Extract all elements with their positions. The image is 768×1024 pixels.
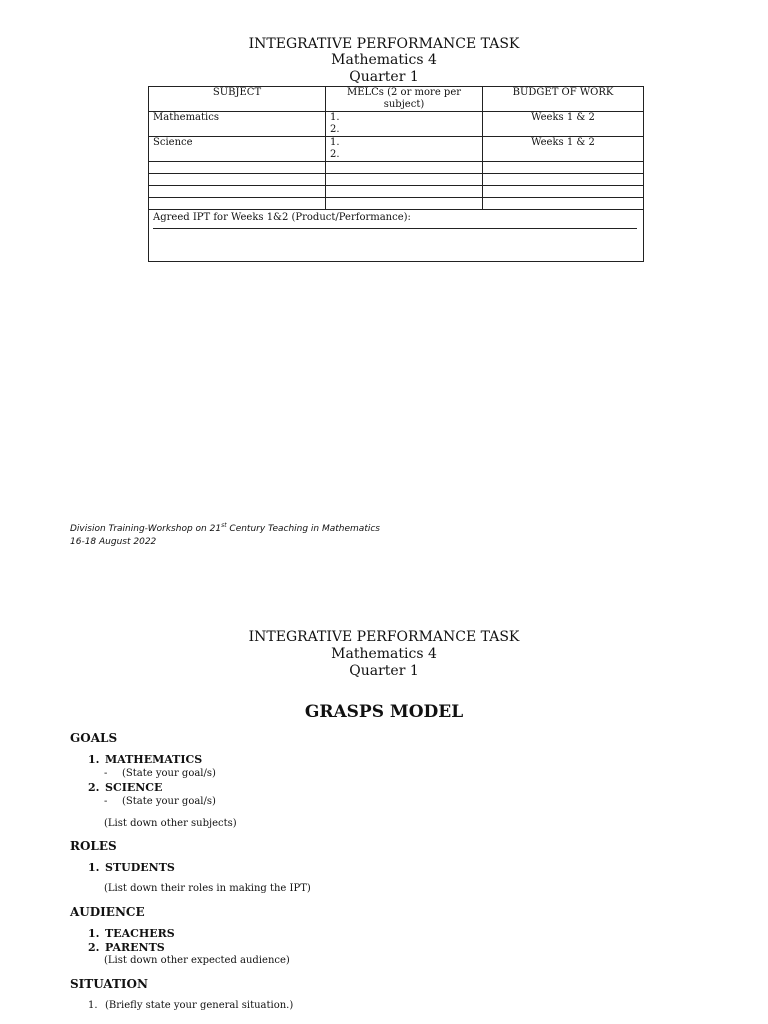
page1-title: INTEGRATIVE PERFORMANCE TASK [248, 36, 520, 52]
melc-item: 1. [330, 137, 340, 148]
goal-note: (State your goal/s) [122, 768, 216, 779]
melc-item: 2. [330, 149, 340, 160]
audience-item-parents: 2. PARENTS [88, 941, 165, 954]
subject-cell: Mathematics [149, 112, 326, 137]
agreed-ipt-row [149, 210, 644, 262]
page2-subtitle: Mathematics 4 [331, 646, 437, 662]
goal-dash: - [104, 768, 108, 779]
goal-item-science: 2. SCIENCE [88, 781, 163, 794]
goals-heading: GOALS [70, 731, 118, 745]
goal-item-mathematics: 1. MATHEMATICS [88, 753, 203, 766]
agreed-ipt-label: Agreed IPT for Weeks 1&2 (Product/Performance): [153, 212, 411, 223]
audience-other: (List down other expected audience) [104, 955, 290, 966]
header-budget: BUDGET OF WORK [483, 87, 644, 112]
table-row-empty [149, 162, 644, 174]
agreed-ipt-line [153, 228, 637, 229]
melc-item: 2. [330, 124, 340, 135]
role-item-students: 1. STUDENTS [88, 861, 175, 874]
page1-subtitle: Mathematics 4 [331, 52, 437, 68]
header-subject: SUBJECT [149, 87, 326, 112]
page2-quarter: Quarter 1 [349, 663, 419, 679]
situation-heading: SITUATION [70, 977, 148, 991]
budget-cell: Weeks 1 & 2 [483, 112, 644, 137]
page1-quarter: Quarter 1 [349, 69, 419, 85]
roles-heading: ROLES [70, 839, 117, 853]
table-row-empty [149, 174, 644, 186]
table-row-empty [149, 186, 644, 198]
audience-heading: AUDIENCE [70, 905, 145, 919]
ipt-planning-table [148, 86, 644, 262]
footer-line1: Division Training-Workshop on 21st Century Teaching in Mathematics [70, 522, 380, 534]
table-header-row [149, 87, 644, 112]
melc-cell [326, 137, 483, 162]
goal-note: (State your goal/s) [122, 796, 216, 807]
melc-cell [326, 112, 483, 137]
goal-dash: - [104, 796, 108, 807]
budget-cell: Weeks 1 & 2 [483, 137, 644, 162]
header-melcs: MELCs (2 or more per subject) [326, 87, 483, 112]
table-row [149, 112, 644, 137]
subject-cell: Science [149, 137, 326, 162]
audience-item-teachers: 1. TEACHERS [88, 927, 175, 940]
footer [70, 519, 380, 549]
footer-date: 16-18 August 2022 [70, 537, 157, 547]
goals-other: (List down other subjects) [104, 818, 237, 829]
page2-title: INTEGRATIVE PERFORMANCE TASK [248, 629, 520, 645]
grasps-model-title: GRASPS MODEL [304, 702, 464, 722]
table-row [149, 137, 644, 162]
melc-item: 1. [330, 112, 340, 123]
roles-other: (List down their roles in making the IPT) [104, 883, 311, 894]
situation-item: 1. (Briefly state your general situation.) [88, 1000, 294, 1011]
table-row-empty [149, 198, 644, 210]
agreed-ipt-cell [149, 210, 644, 262]
